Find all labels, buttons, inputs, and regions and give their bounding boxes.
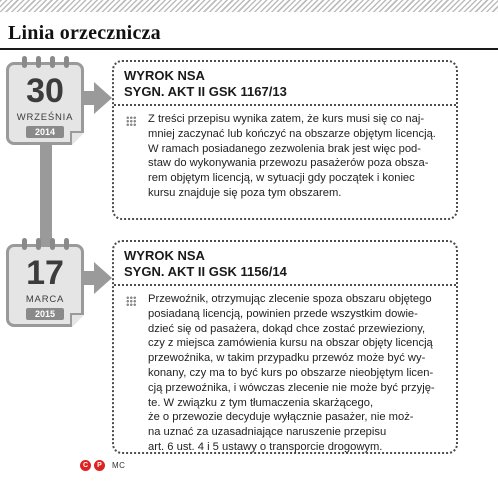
- author-credit: MC: [112, 461, 126, 470]
- ruling-case-number: SYGN. AKT II GSK 1167/13: [124, 84, 287, 99]
- text-line: Z treści przepisu wynika zatem, że kurs musi się co naj-: [148, 113, 425, 125]
- page-curl-decoration: [70, 313, 84, 327]
- top-hatch-decoration: [0, 0, 498, 12]
- text-line: staw do wykonywania przewozu pasażerów poza obsza-: [148, 157, 429, 170]
- publisher-logo-icon: P: [94, 460, 105, 471]
- calendar-year: 2015: [26, 308, 64, 320]
- text-line: art. 6 ust. 4 i 5 ustawy o transporcie drogowym.: [148, 440, 383, 453]
- text-line: mniej zaczynać lub kończyć na obszarze objętym licencją.: [148, 127, 436, 140]
- text-line: na uznać za uzasadniające naruszenie przepisu: [148, 426, 387, 439]
- page-title: Linia orzecznicza: [8, 22, 161, 44]
- calendar-day: 17: [26, 254, 64, 292]
- ruling-header: [114, 242, 456, 284]
- text-line: W ramach posiadanego zezwolenia brak jest więc pod-: [148, 142, 421, 155]
- text-line: rem objętym licencją, w sytuacji gdy początek i koniec: [148, 172, 415, 185]
- ruling-text: [114, 106, 456, 209]
- ruling-case-number: SYGN. AKT II GSK 1156/14: [124, 264, 287, 279]
- calendar-icon-2015: [6, 244, 84, 327]
- ruling-card-2: [112, 240, 458, 454]
- ruling-court: WYROK NSA: [124, 68, 205, 83]
- ruling-text: [114, 286, 456, 463]
- calendar-rings: [9, 56, 81, 66]
- text-line: cją przewoźnika, i wówczas zlecenie nie może być przyję-: [148, 381, 435, 394]
- text-line: kursu znajduje się poza tym obszarem.: [148, 186, 342, 199]
- text-line: dzieć się od pasażera, dokąd chce zostać przewieziony,: [148, 322, 426, 335]
- calendar-month: WRZEŚNIA: [16, 112, 74, 123]
- text-line: że o przewozie decyduje wyłącznie pasażer, nie moż-: [148, 411, 414, 424]
- arrow-right-icon: [94, 262, 112, 294]
- page-curl-decoration: [70, 131, 84, 145]
- text-line: czy z miejsca zamówienia kursu na obszar objęty licencją: [148, 337, 433, 350]
- dot-grid-icon: [126, 116, 136, 126]
- calendar-rings: [9, 238, 81, 248]
- text-line: konany, czy ma to być kurs po obszarze nieobjętym licen-: [148, 366, 434, 379]
- dot-grid-icon: [126, 296, 136, 306]
- text-line: te. W związku z tym tłumaczenia skarżącego,: [148, 396, 374, 409]
- arrow-right-icon: [94, 82, 112, 114]
- calendar-icon-2014: [6, 62, 84, 145]
- footer-credits: [80, 460, 125, 471]
- text-line: Przewoźnik, otrzymując zlecenie spoza obszaru objętego: [148, 293, 432, 305]
- text-line: posiadaną licencją, powinien przede wszystkim dowie-: [148, 307, 418, 320]
- calendar-month: MARCA: [25, 294, 65, 305]
- copyright-icon: C: [80, 460, 91, 471]
- ruling-court: WYROK NSA: [124, 248, 205, 263]
- text-line: przewoźnika, w takim przypadku przewóz może być wy-: [148, 352, 426, 365]
- calendar-year: 2014: [26, 126, 64, 138]
- calendar-day: 30: [26, 72, 64, 110]
- ruling-card-1: [112, 60, 458, 220]
- title-divider: [0, 48, 498, 50]
- ruling-header: [114, 62, 456, 104]
